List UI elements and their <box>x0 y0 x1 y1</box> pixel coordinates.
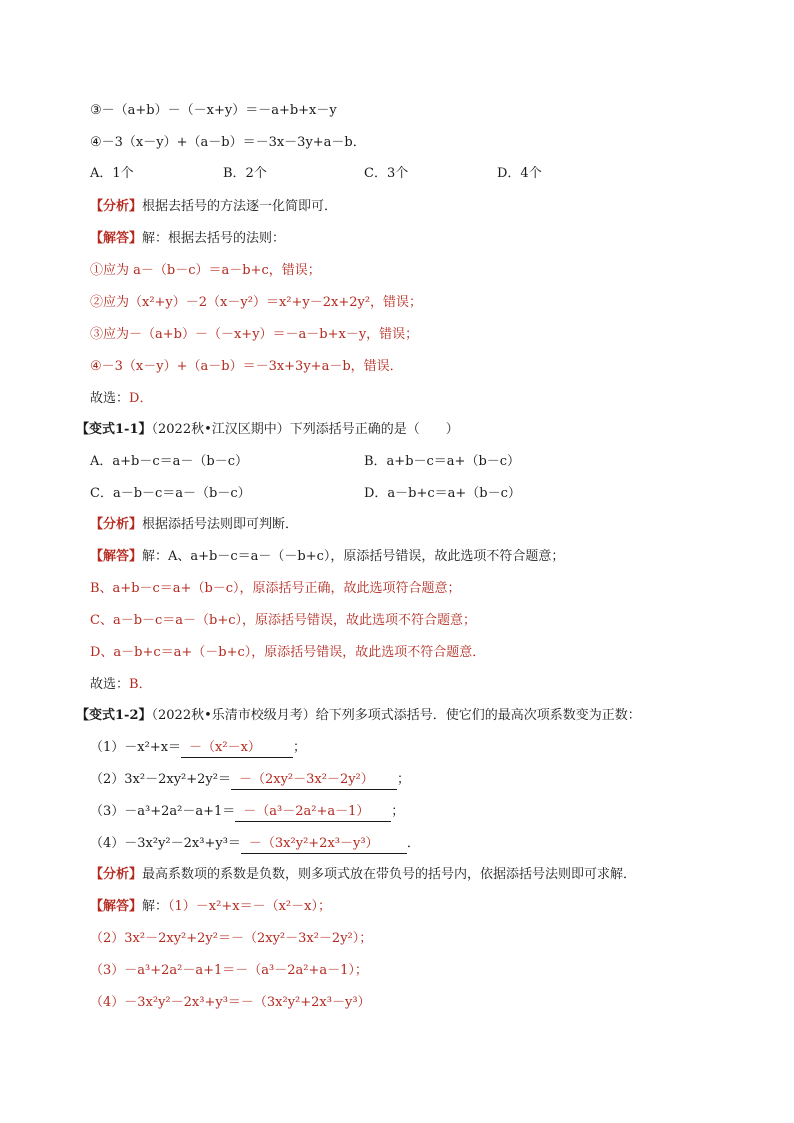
v12-answer-3: （3）－a³+2a²－a+1＝－（a³－2a²+a－1）； <box>90 963 368 978</box>
v11-answer <box>90 548 564 566</box>
item-expression: （4）－3x²y²－2x³+y³＝ <box>90 836 241 851</box>
q1-analysis <box>90 198 337 216</box>
answer-tag: 【解答】 <box>90 231 143 246</box>
q1-step-4: ④－3（x－y）+（a－b）＝－3x+3y+a－b，错误． <box>90 359 403 374</box>
choose-label: 故选： <box>90 391 130 406</box>
v11-question: 下列添括号正确的是（ ） <box>289 422 459 437</box>
v11-step-b: B、a+b－c＝a+（b－c），原添括号正确，故此选项符合题意； <box>90 581 461 596</box>
analysis-text: 根据添括号法则即可判断． <box>142 517 299 532</box>
v11-option-b: B．a+b－c＝a+（b－c） <box>364 454 521 469</box>
answer-text: 解：根据去括号的法则： <box>142 231 286 246</box>
answer-blank: －（3x²y²+2x³－y³） <box>241 835 407 854</box>
v12-title: 【变式1-2】 <box>76 708 152 723</box>
v12-answer <box>90 898 331 916</box>
v11-header <box>76 421 459 439</box>
v12-header <box>76 707 641 725</box>
v11-choose <box>90 676 152 694</box>
intro-line-3: ③－（a+b）－（－x+y）＝－a+b+x－y <box>90 103 337 118</box>
answer-text: 解：A、a+b－c＝a－（－b+c），原添括号错误，故此选项不符合题意； <box>142 549 565 564</box>
v11-option-a: A．a+b－c＝a－（b－c） <box>90 454 248 469</box>
v11-step-d: D、a－b+c＝a+（－b+c），原添括号错误，故此选项不符合题意． <box>90 645 486 660</box>
v12-answer-2: （2）3x²－2xy²+2y²＝－（2xy²－3x²－2y²）； <box>90 931 373 946</box>
q1-option-c: C．3个 <box>364 166 409 181</box>
analysis-tag: 【分析】 <box>90 517 143 532</box>
item-end: ； <box>391 804 405 819</box>
v12-item-4 <box>90 835 420 853</box>
item-expression: （3）－a³+2a²－a+1＝ <box>90 804 236 819</box>
analysis-text: 根据去括号的方法逐一化简即可． <box>142 199 338 214</box>
q1-step-1: ①应为 a－（b－c）＝a－b+c，错误； <box>90 263 321 278</box>
intro-line-4: ④－3（x－y）+（a－b）＝－3x－3y+a－b． <box>90 135 366 150</box>
q1-step-2: ②应为（x²+y）－2（x－y²）＝x²+y－2x+2y²，错误； <box>90 295 423 310</box>
analysis-text: 最高系数项的系数是负数，则多项式放在带负号的括号内，依据添括号法则即可求解． <box>142 867 637 882</box>
item-expression: （2）3x²－2xy²+2y²＝ <box>90 772 231 787</box>
q1-choose <box>90 390 152 408</box>
v11-option-c: C．a－b－c＝a－（b－c） <box>90 486 251 501</box>
analysis-tag: 【分析】 <box>90 199 143 214</box>
answer-blank: －（a³－2a²+a－1） <box>235 803 391 822</box>
v12-analysis <box>90 866 636 884</box>
item-expression: （1）－x²+x＝ <box>90 740 182 755</box>
item-end: ． <box>406 836 420 851</box>
answer-line-1: （1）－x²+x＝－（x²－x）； <box>168 899 331 914</box>
v11-analysis <box>90 516 298 534</box>
v11-source: （2022秋•江汉区期中） <box>151 422 290 437</box>
v12-item-1 <box>90 739 306 757</box>
v11-title: 【变式1-1】 <box>76 422 152 437</box>
q1-option-a: A．1个 <box>90 166 134 181</box>
answer-tag: 【解答】 <box>90 549 143 564</box>
analysis-tag: 【分析】 <box>90 867 143 882</box>
q1-option-d: D．4个 <box>497 166 542 181</box>
v12-source: （2022秋•乐清市校级月考） <box>151 708 316 723</box>
q1-option-b: B．2个 <box>223 166 267 181</box>
answer-blank: －（2xy²－3x²－2y²） <box>231 771 397 790</box>
choice-value: D． <box>129 391 153 406</box>
v11-step-c: C、a－b－c＝a－（b+c），原添括号错误，故此选项不符合题意； <box>90 613 477 628</box>
answer-blank: －（x²－x） <box>181 739 293 758</box>
choice-value: B． <box>129 677 152 692</box>
v11-option-d: D．a－b+c＝a+（b－c） <box>364 486 521 501</box>
q1-answer <box>90 230 285 248</box>
v12-item-3 <box>90 803 404 821</box>
answer-prefix: 解： <box>142 899 169 914</box>
v12-answer-4: （4）－3x²y²－2x³+y³＝－（3x²y²+2x³－y³） <box>90 995 371 1010</box>
v12-question: 给下列多项式添括号．使它们的最高次项系数变为正数： <box>315 708 641 723</box>
v12-item-2 <box>90 771 410 789</box>
item-end: ； <box>293 740 307 755</box>
item-end: ； <box>396 772 410 787</box>
answer-tag: 【解答】 <box>90 899 143 914</box>
choose-label: 故选： <box>90 677 130 692</box>
q1-step-3: ③应为－（a+b）－（－x+y）＝－a－b+x－y，错误； <box>90 327 419 342</box>
